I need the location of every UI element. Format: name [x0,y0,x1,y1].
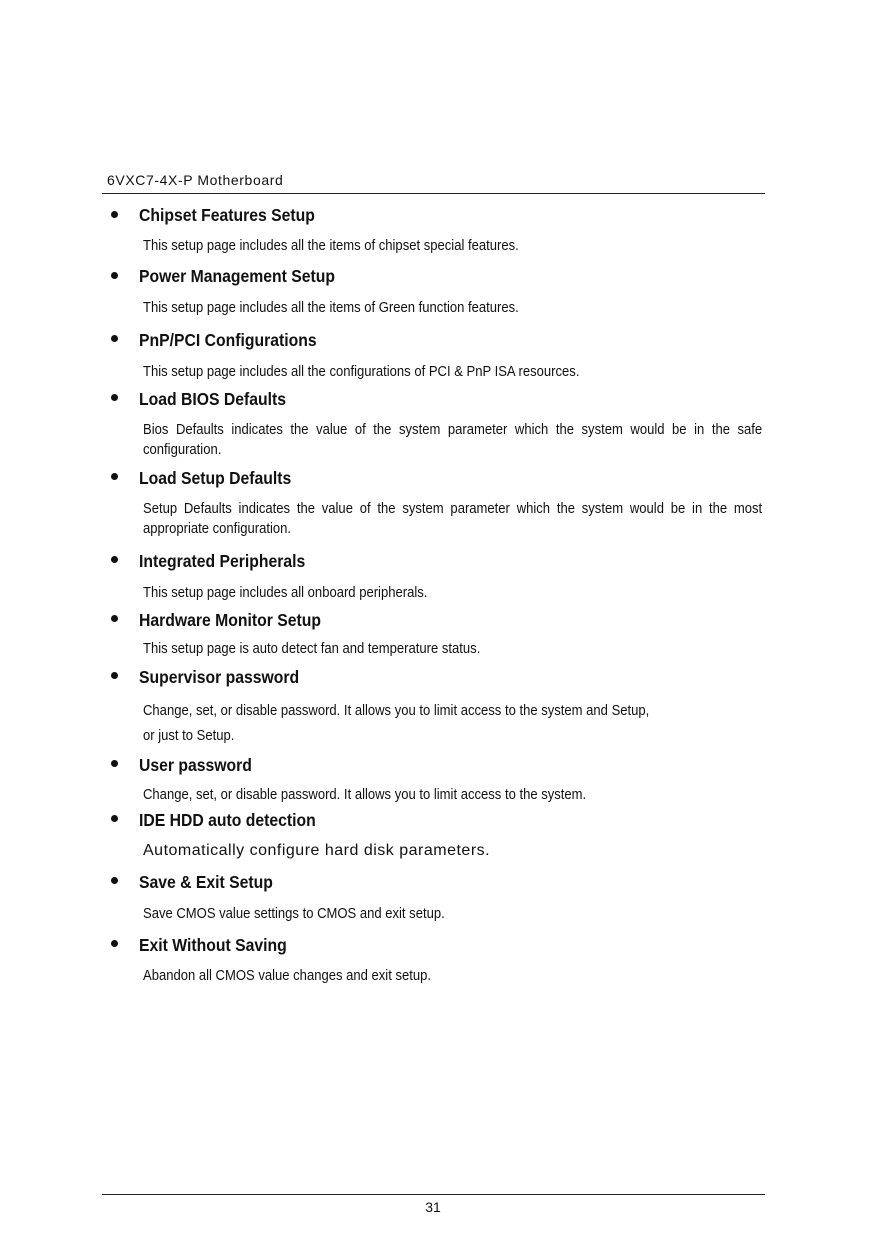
item-title-exit-without-saving: Exit Without Saving [139,935,287,955]
item-title-pnp-pci-configurations: PnP/PCI Configurations [139,330,317,350]
bullet-icon [111,556,118,563]
item-title-hardware-monitor-setup: Hardware Monitor Setup [139,610,322,630]
item-title-user-password: User password [139,755,252,775]
item-description: This setup page includes all the items of Green function features. [143,300,519,316]
item-description: This setup page includes all the configurations of PCI & PnP ISA resources. [143,364,580,380]
item-title-load-bios-defaults: Load BIOS Defaults [139,389,287,409]
bullet-icon [111,335,118,342]
header-divider [102,193,765,194]
item-description-line-2: or just to Setup. [143,728,235,744]
bullet-icon [111,615,118,622]
item-title-supervisor-password: Supervisor password [139,667,300,687]
item-title-chipset-features-setup: Chipset Features Setup [139,205,315,225]
bullet-icon [111,272,118,279]
page-number: 31 [425,1199,441,1215]
bullet-icon [111,877,118,884]
item-description: Bios Defaults indicates the value of the system parameter which the system would be in the safe configuration. [143,422,763,458]
item-title-ide-hdd-auto-detection: IDE HDD auto detection [139,810,316,830]
item-description: This setup page includes all the items of chipset special features. [143,238,519,254]
bullet-icon [111,760,118,767]
item-description: Abandon all CMOS value changes and exit setup. [143,968,432,984]
item-title-power-management-setup: Power Management Setup [139,266,336,286]
item-title-integrated-peripherals: Integrated Peripherals [139,551,306,571]
bullet-icon [111,940,118,947]
bullet-icon [111,394,118,401]
item-description: This setup page includes all onboard peripherals. [143,585,428,601]
item-description: Setup Defaults indicates the value of the system parameter which the system would be in the most appropriate configuration. [143,501,763,537]
bullet-icon [111,672,118,679]
bullet-icon [111,815,118,822]
item-description-line-1: Change, set, or disable password. It allows you to limit access to the system and Setup, [143,703,650,719]
item-description: Save CMOS value settings to CMOS and exit setup. [143,906,445,922]
item-description: Automatically configure hard disk parameters. [143,842,491,859]
item-title-save-exit-setup: Save & Exit Setup [139,872,273,892]
item-description: Change, set, or disable password. It allows you to limit access to the system. [143,787,587,803]
item-title-load-setup-defaults: Load Setup Defaults [139,468,292,488]
bullet-icon [111,473,118,480]
item-description: This setup page is auto detect fan and temperature status. [143,641,481,657]
page-header-title: 6VXC7-4X-P Motherboard [107,172,284,188]
bullet-icon [111,211,118,218]
footer-divider [102,1194,765,1195]
